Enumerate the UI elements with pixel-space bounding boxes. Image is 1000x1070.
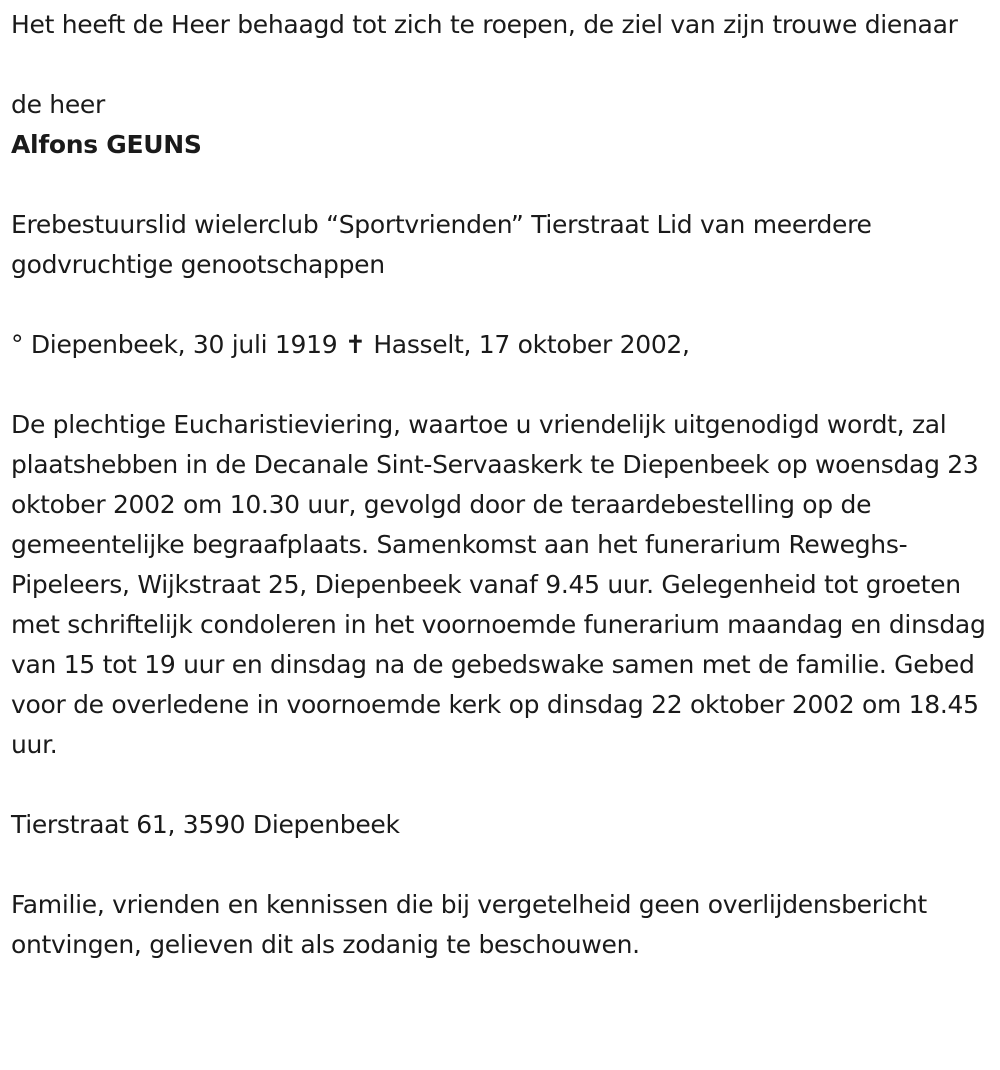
intro-text: Het heeft de Heer behaagd tot zich te roepen, de ziel van zijn trouwe dienaar (11, 10, 958, 39)
birth-text: ° Diepenbeek, 30 juli 1919 (11, 330, 338, 359)
ceremony-text: De plechtige Eucharistieviering, waartoe u vriendelijk uitgenodigd wordt, zal plaatshebben in de Decanale Sint-Servaaskerk te Diepenbeek op woensdag 23 oktober 2002 om 10.30 uur, gevolgd door de teraardebestelling op de gemeentelijke begraafplaats. Samenkomst aan het funerarium Reweghs-Pipeleers, Wijkstraat 25, Diepenbeek vanaf 9.45 uur. Gelegenheid tot groeten met schriftelijk condoleren in het voornoemde funerarium maandag en dinsdag van 15 tot 19 uur en dinsdag na de gebedswake samen met de familie. Gebed voor de overledene in voornoemde kerk op dinsdag 22 oktober 2002 om 18.45 uur. (11, 410, 986, 759)
life-dates (11, 325, 991, 365)
address-text: Tierstraat 61, 3590 Diepenbeek (11, 810, 400, 839)
closing-text: Familie, vrienden en kennissen die bij vergetelheid geen overlijdensbericht ontvingen, gelieven dit als zodanig te beschouwen. (11, 890, 927, 959)
death-text: Hasselt, 17 oktober 2002, (373, 330, 690, 359)
obituary-notice (11, 5, 991, 965)
affiliation-text: Erebestuurslid wielerclub “Sportvrienden” Tierstraat Lid van meerdere godvruchtige genootschappen (11, 210, 872, 279)
title-prefix: de heer (11, 90, 105, 119)
cross-icon: ✝ (345, 330, 366, 359)
deceased-name: Alfons GEUNS (11, 130, 202, 159)
